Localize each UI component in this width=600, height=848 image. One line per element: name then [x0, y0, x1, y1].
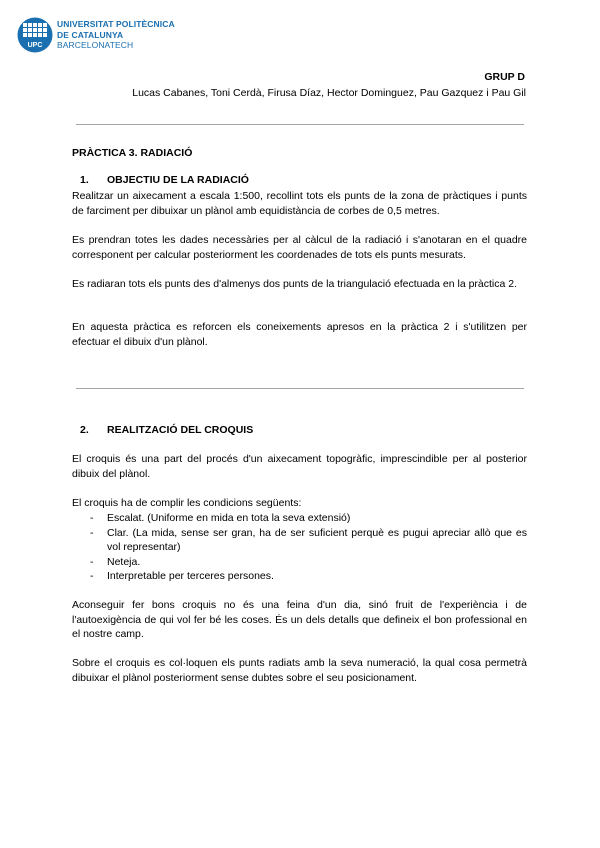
- section-1-paragraph-3: Es radiaran tots els punts des d'almenys dos punts de la triangulació efectuada en la pràctica 2.: [72, 278, 518, 290]
- section-1-number: 1.: [80, 174, 89, 186]
- section-1-paragraph-1: Realitzar un aixecament a escala 1:500, recollint tots els punts de la zona de pràctiques i punts de farciment per dibuixar un plànol amb equidistància de corbes de 0,5 metres.: [72, 190, 527, 217]
- bullet-dash: -: [90, 555, 94, 568]
- authors-line: Lucas Cabanes, Toni Cerdà, Firusa Díaz, Hector Dominguez, Pau Gazquez i Pau Gil: [132, 87, 526, 99]
- list-item: - Interpretable per terceres persones.: [90, 570, 274, 582]
- section-2-paragraph-2: Sobre el croquis es col·loquen els punts radiats amb la seva numeració, la qual cosa permetrà dibuixar el plànol posteriorment sense dubtes sobre el seu posicionament.: [72, 657, 527, 684]
- section-2-number: 2.: [80, 424, 89, 436]
- list-item: - Escalat. (Uniforme en mida en tota la seva extensió): [90, 512, 351, 524]
- logo-line-3: BARCELONATECH: [57, 40, 134, 50]
- section-2-intro: El croquis és una part del procés d'un aixecament topogràfic, imprescindible per al posterior dibuix del plànol.: [72, 453, 527, 480]
- logo-line-1: UNIVERSITAT POLITÈCNICA: [57, 19, 175, 29]
- section-2-heading: [80, 424, 253, 436]
- bullet-dash: -: [90, 526, 94, 539]
- logo-badge: UPC: [27, 42, 43, 49]
- section-1-paragraph-4: En aquesta pràctica es reforcen els coneixements apresos en la pràctica 2 i s'utilitzen per efectuar el dibuix d'un plànol.: [72, 321, 527, 348]
- logo-line-2: DE CATALUNYA: [57, 29, 124, 40]
- divider-top: [76, 124, 524, 125]
- section-1-paragraph-2: Es prendran totes les dades necessàries per al càlcul de la radiació i s'anotaran en el quadre corresponent per calcular posteriorment les coordenades de tots els punts mesurats.: [72, 234, 527, 261]
- upc-logo: [17, 17, 227, 55]
- list-item: - Clar. (La mida, sense ser gran, ha de ser suficient perquè es pugui apreciar allò que es vol representar): [90, 526, 527, 553]
- divider-middle: [76, 388, 524, 389]
- bullet-dash: -: [90, 512, 94, 524]
- document-title: PRÀCTICA 3. RADIACIÓ: [72, 147, 193, 159]
- bullet-dash: -: [90, 570, 94, 582]
- section-1-heading: [80, 174, 249, 186]
- list-item: - Neteja.: [90, 555, 141, 568]
- conditions-intro: El croquis ha de complir les condicions següents:: [72, 497, 302, 509]
- upc-logo-icon: [17, 17, 53, 53]
- conditions-list: [90, 511, 527, 584]
- section-2-title: REALITZACIÓ DEL CROQUIS: [107, 424, 254, 436]
- university-name: [57, 19, 175, 51]
- section-1-title: OBJECTIU DE LA RADIACIÓ: [107, 174, 249, 186]
- section-2-paragraph-1: Aconseguir fer bons croquis no és una feina d'un dia, sinó fruit de l'experiència i de l'autoexigència de qui vol fer bé les coses. És un dels detalls que defineix el bon professional en el nostre camp.: [72, 599, 527, 640]
- group-label: GRUP D: [484, 71, 525, 83]
